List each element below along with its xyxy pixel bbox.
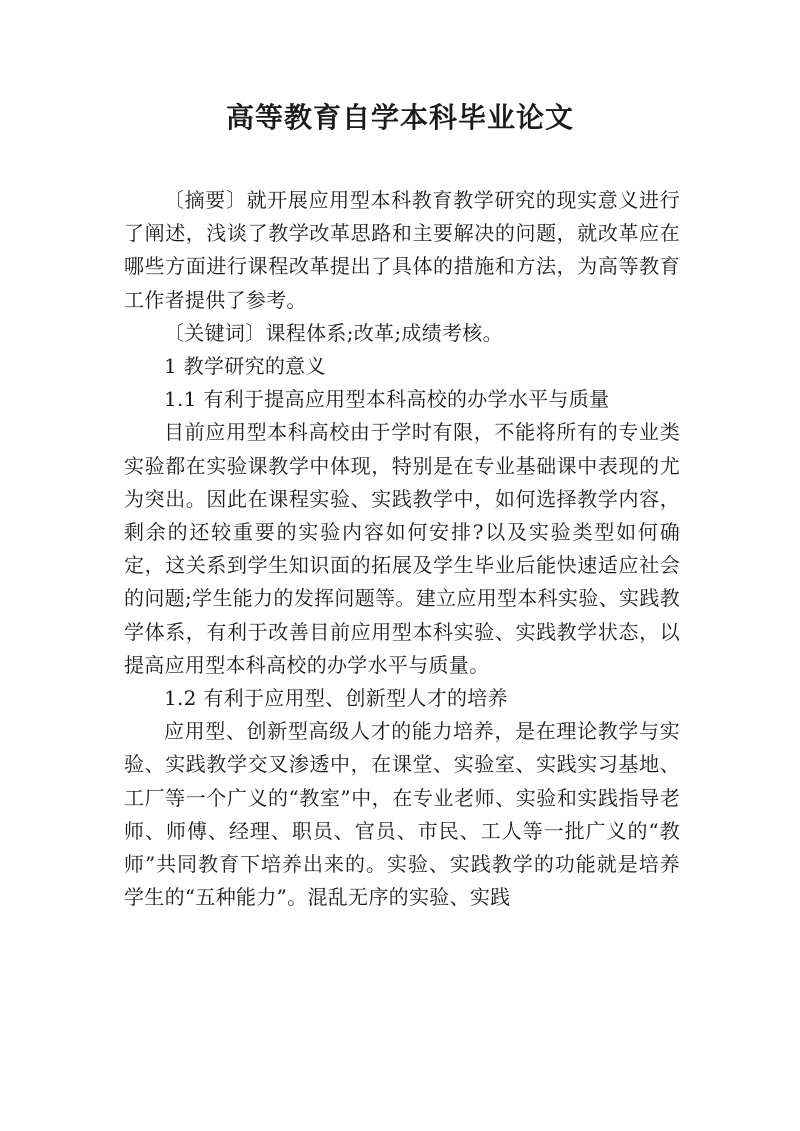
document-title: 高等教育自学本科毕业论文 [225,101,574,134]
section-1-heading: 1 教学研究的意义 [164,354,326,379]
section-1-1-paragraph: 目前应用型本科高校由于学时有限，不能将所有的专业类实验都在实验课教学中体现，特别是在专业基础课中表现的尤为突出。因此在课程实验、实践教学中，如何选择教学内容，剩余的还较重要的实验内容如何安排?以及实验类型如何确定，这关系到学生知识面的拓展及学生毕业后能快速适应社会的问题;学生能力的发挥问题等。建立应用型本科实验、实践教学体系，有利于改善目前应用型本科实验、实践教学状态，以提高应用型本科高校的办学水平与质量。 [124,420,680,677]
abstract-paragraph: 〔摘要〕就开展应用型本科教育教学研究的现实意义进行了阐述，浅谈了教学改革思路和主要解决的问题，就改革应在哪些方面进行课程改革提出了具体的措施和方法，为高等教育工作者提供了参考。 [124,188,680,312]
section-1-2-paragraph: 应用型、创新型高级人才的能力培养，是在理论教学与实验、实践教学交叉渗透中，在课堂、实验室、实践实习基地、工厂等一个广义的“教室”中，在专业老师、实验和实践指导老师、师傅、经理、职员、官员、市民、工人等一批广义的“教师”共同教育下培养出来的。实验、实践教学的功能就是培养学生的“五种能力”。混乱无序的实验、实践 [124,719,680,910]
keywords-paragraph: 〔关键词〕课程体系;改革;成绩考核。 [164,320,503,345]
section-1-2-heading: 1.2 有利于应用型、创新型人才的培养 [164,686,508,711]
section-1-1-heading: 1.1 有利于提高应用型本科高校的办学水平与质量 [164,387,610,412]
document-body [124,184,680,914]
